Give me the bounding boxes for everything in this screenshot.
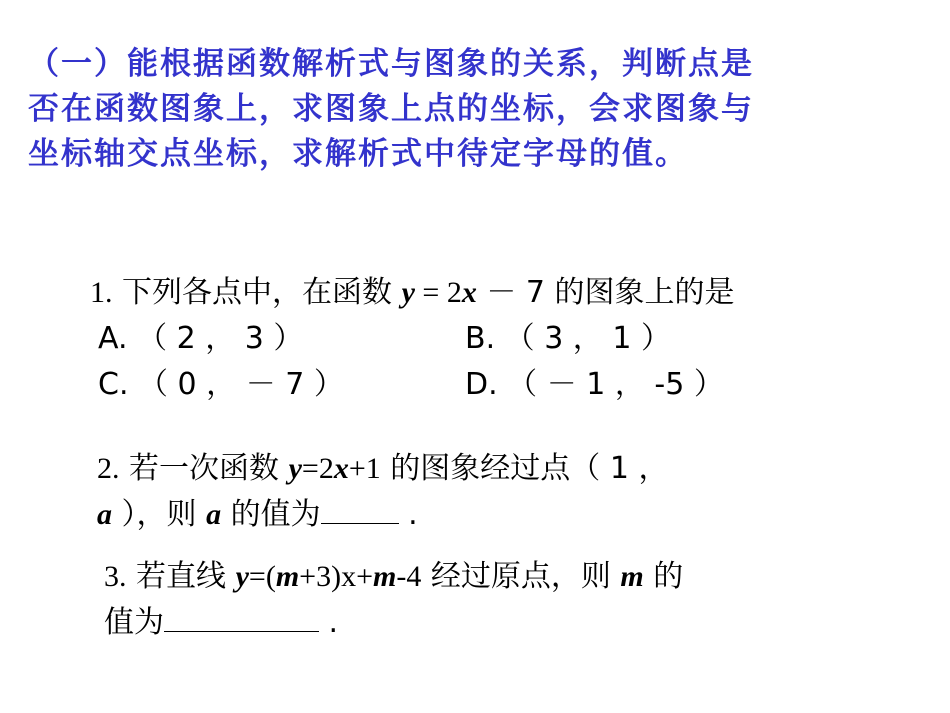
- var-m: m: [620, 560, 644, 593]
- option-d[interactable]: D. （ － 1 ， -5 ）: [465, 367, 724, 402]
- question-1-text-a: 下列各点中，在函数: [112, 275, 402, 310]
- question-3-text-b: 经过原点，则: [421, 559, 621, 594]
- var-m: m: [275, 560, 300, 593]
- heading-line-2: 否在函数图象上，求图象上点的坐标，会求图象与: [28, 91, 754, 127]
- answer-blank[interactable]: [164, 601, 319, 632]
- question-2-line-1: [97, 446, 668, 492]
- question-2-line-2: [97, 492, 668, 538]
- question-3-line-2-text: 值为: [104, 605, 164, 640]
- equals-two: = 2: [414, 276, 462, 309]
- var-m: m: [373, 560, 397, 593]
- option-c[interactable]: C. （ 0 ， － 7 ）: [98, 367, 344, 402]
- section-heading: [28, 42, 908, 177]
- question-3-text-c: 的: [643, 559, 684, 594]
- var-a: a: [206, 498, 222, 531]
- option-b[interactable]: B. （ 3 ， 1 ）: [465, 321, 671, 356]
- equals-two: =2: [301, 452, 334, 485]
- question-1-number: 1.: [90, 276, 113, 309]
- options-row-2: [90, 362, 735, 408]
- heading-line-1: （一）能根据函数解析式与图象的关系，判断点是: [28, 46, 754, 82]
- question-1: [90, 270, 735, 408]
- question-1-text-b: － 7 的图象上的是: [476, 275, 735, 310]
- var-x: x: [461, 276, 477, 309]
- plus-three-x: +3)x+: [299, 560, 373, 593]
- question-2-end: .: [398, 497, 418, 532]
- var-y: y: [235, 560, 249, 593]
- question-2-text-c: ），则: [112, 497, 207, 532]
- question-3-line-1: [104, 554, 683, 600]
- heading-line-3: 坐标轴交点坐标，求解析式中待定字母的值。: [28, 136, 688, 172]
- question-3: [104, 554, 683, 646]
- option-a[interactable]: A. （ 2 ， 3 ）: [98, 321, 304, 356]
- question-3-line-2: [104, 600, 683, 646]
- var-y: y: [288, 452, 302, 485]
- question-2: [97, 446, 668, 538]
- question-3-text-a: 若直线: [126, 559, 236, 594]
- options-row-1: [90, 316, 735, 362]
- question-2-text-b: 的图象经过点（ 1 ，: [380, 451, 669, 486]
- question-2-number: 2.: [97, 452, 120, 485]
- equals-paren: =(: [248, 560, 276, 593]
- question-3-number: 3.: [104, 560, 127, 593]
- var-y: y: [401, 276, 415, 309]
- plus-one: +1: [348, 452, 381, 485]
- question-2-text-a: 若一次函数: [119, 451, 289, 486]
- question-3-end: .: [319, 605, 339, 640]
- question-2-text-d: 的值为: [221, 497, 321, 532]
- answer-blank[interactable]: [321, 493, 399, 524]
- var-x: x: [333, 452, 349, 485]
- minus-four: -4: [396, 560, 422, 593]
- var-a: a: [97, 498, 112, 531]
- question-1-stem: [90, 270, 735, 316]
